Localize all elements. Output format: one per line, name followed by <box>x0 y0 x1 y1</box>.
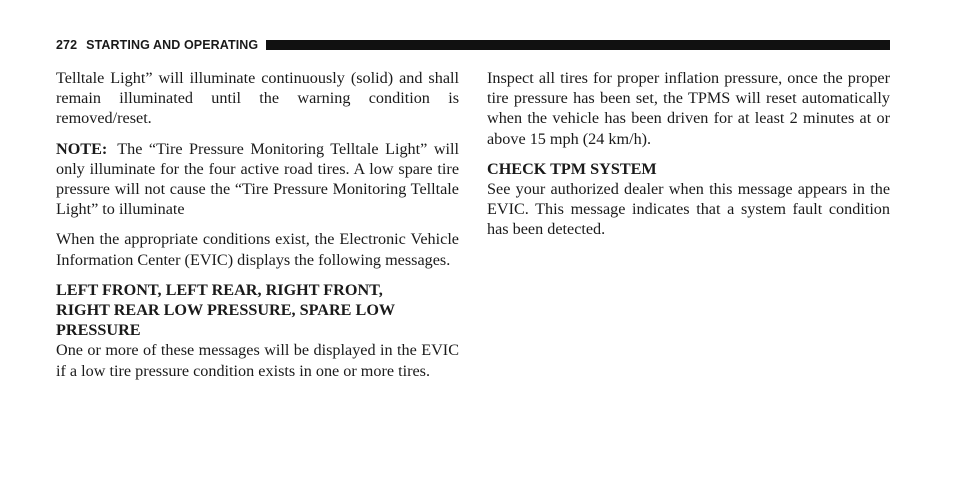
paragraph-evic-messages: When the appropriate conditions exist, the Electronic Vehicle Information Center (EVIC) displays the following messages. <box>56 230 459 269</box>
note-label: NOTE: <box>56 139 108 158</box>
paragraph-telltale-light: Telltale Light” will illuminate continuously (solid) and shall remain illuminated until the warning condition is removed/reset. <box>56 69 459 128</box>
heading-line-3: PRESSURE <box>56 321 141 340</box>
section-title: STARTING AND OPERATING <box>86 38 259 52</box>
page-header <box>56 38 890 52</box>
check-tpm-heading: CHECK TPM SYSTEM <box>487 159 657 178</box>
header-rule <box>266 40 890 50</box>
paragraph-low-pressure: One or more of these messages will be displayed in the EVIC if a low tire pressure condition exists in one or more tires. <box>56 341 459 380</box>
paragraph-check-tpm: See your authorized dealer when this message appears in the EVIC. This message indicates that a system fault condition has been detected. <box>487 180 890 239</box>
heading-line-2: RIGHT REAR LOW PRESSURE, SPARE LOW <box>56 301 396 320</box>
paragraph-inspect-tires: Inspect all tires for proper inflation pressure, once the proper tire pressure has been set, the TPMS will reset automatically when the vehicle has been driven for at least 2 minutes at or above 15 mph (24 km/h). <box>487 69 890 148</box>
low-pressure-heading <box>56 280 459 341</box>
left-column <box>56 68 459 381</box>
note-paragraph <box>56 139 459 220</box>
page-number: 272 <box>56 38 78 52</box>
note-text: The “Tire Pressure Monitoring Telltale Light” will only illuminate for the four active road tires. A low spare tire pressure will not cause the “Tire Pressure Monitoring Telltale Light” to illuminate <box>56 139 459 219</box>
heading-line-1: LEFT FRONT, LEFT REAR, RIGHT FRONT, <box>56 280 383 299</box>
right-column <box>487 68 890 240</box>
